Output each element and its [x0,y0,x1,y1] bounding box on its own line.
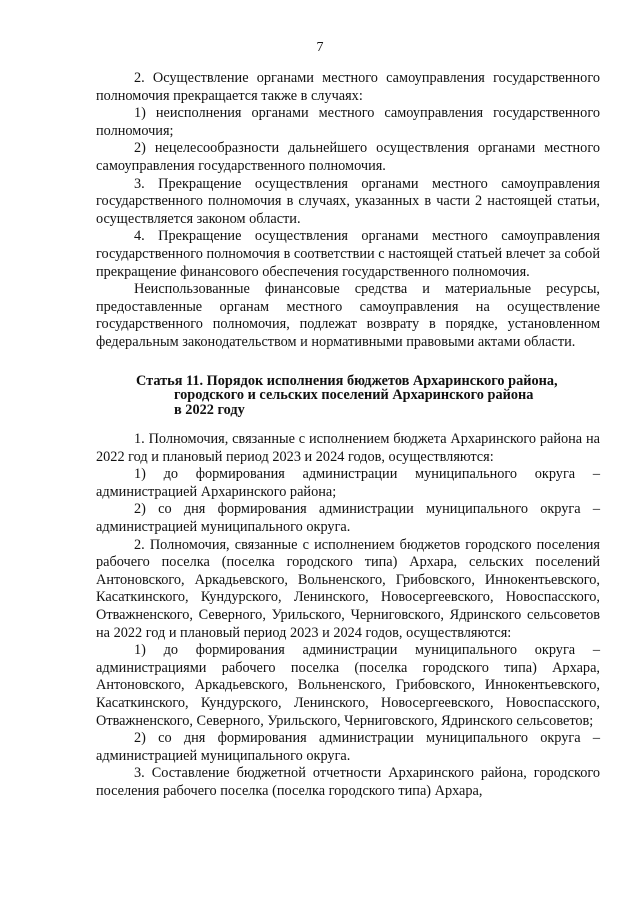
article-heading [136,374,600,418]
article-heading-line: городского и сельских поселений Архаринского района [174,387,534,403]
article-heading-line: Статья 11. Порядок исполнения бюджетов Архаринского района, [136,372,558,389]
paragraph: 3. Составление бюджетной отчетности Архаринского района, городского поселения рабочего поселка (поселка городского типа) Архара, [96,765,600,799]
paragraph: 4. Прекращение осуществления органами местного самоуправления государственного полномочия в соответствии с настоящей статьей влечет за собой прекращение финансового обеспечения государственного полномочия. [96,228,600,280]
paragraph: 1) до формирования администрации муниципального округа – администрацией Архаринского района; [96,466,600,500]
paragraph: 2) со дня формирования администрации муниципального округа – администрацией муниципального округа. [96,730,600,764]
document-body [96,70,600,800]
paragraph: 1. Полномочия, связанные с исполнением бюджета Архаринского района на 2022 год и плановый период 2023 и 2024 годов, осуществляются: [96,431,600,465]
paragraph: 1) до формирования администрации муниципального округа – администрациями рабочего поселка (поселка городского типа) Архара, Антоновского, Аркадьевского, Вольненского, Грибовского, Иннокентьевского, Касаткинского, Кундурского, Ленинского, Новосергеевского, Новоспасского, Отважненского, Северного, Урильского, Черниговского, Ядринского сельсоветов; [96,642,600,729]
paragraph: 2. Осуществление органами местного самоуправления государственного полномочия прекращается также в случаях: [96,70,600,104]
paragraph: 2. Полномочия, связанные с исполнением бюджетов городского поселения рабочего поселка (поселка городского типа) Архара, сельских поселений Антоновского, Аркадьевского, Вольненского, Грибовского, Иннокентьевского, Касаткинского, Кундурского, Ленинского, Новосергеевского, Новоспасского, Отважненского, Северного, Урильского, Черниговского, Ядринского сельсоветов на 2022 год и плановый период 2023 и 2024 годов, осуществляются: [96,536,600,641]
paragraph: 2) нецелесообразности дальнейшего осуществления органами местного самоуправления государственного полномочия. [96,140,600,174]
article-heading-line: в 2022 году [174,401,245,418]
paragraph: 2) со дня формирования администрации муниципального округа – администрацией муниципального округа. [96,501,600,535]
paragraph: Неиспользованные финансовые средства и материальные ресурсы, предоставленные органам местного самоуправления на осуществление государственного полномочия, подлежат возврату в порядке, установленном федеральным законодательством и нормативными правовыми актами области. [96,281,600,350]
paragraph: 3. Прекращение осуществления органами местного самоуправления государственного полномочия в случаях, указанных в части 2 настоящей статьи, осуществляется законом области. [96,175,600,227]
paragraph: 1) неисполнения органами местного самоуправления государственного полномочия; [96,105,600,139]
page-number: 7 [316,40,324,55]
